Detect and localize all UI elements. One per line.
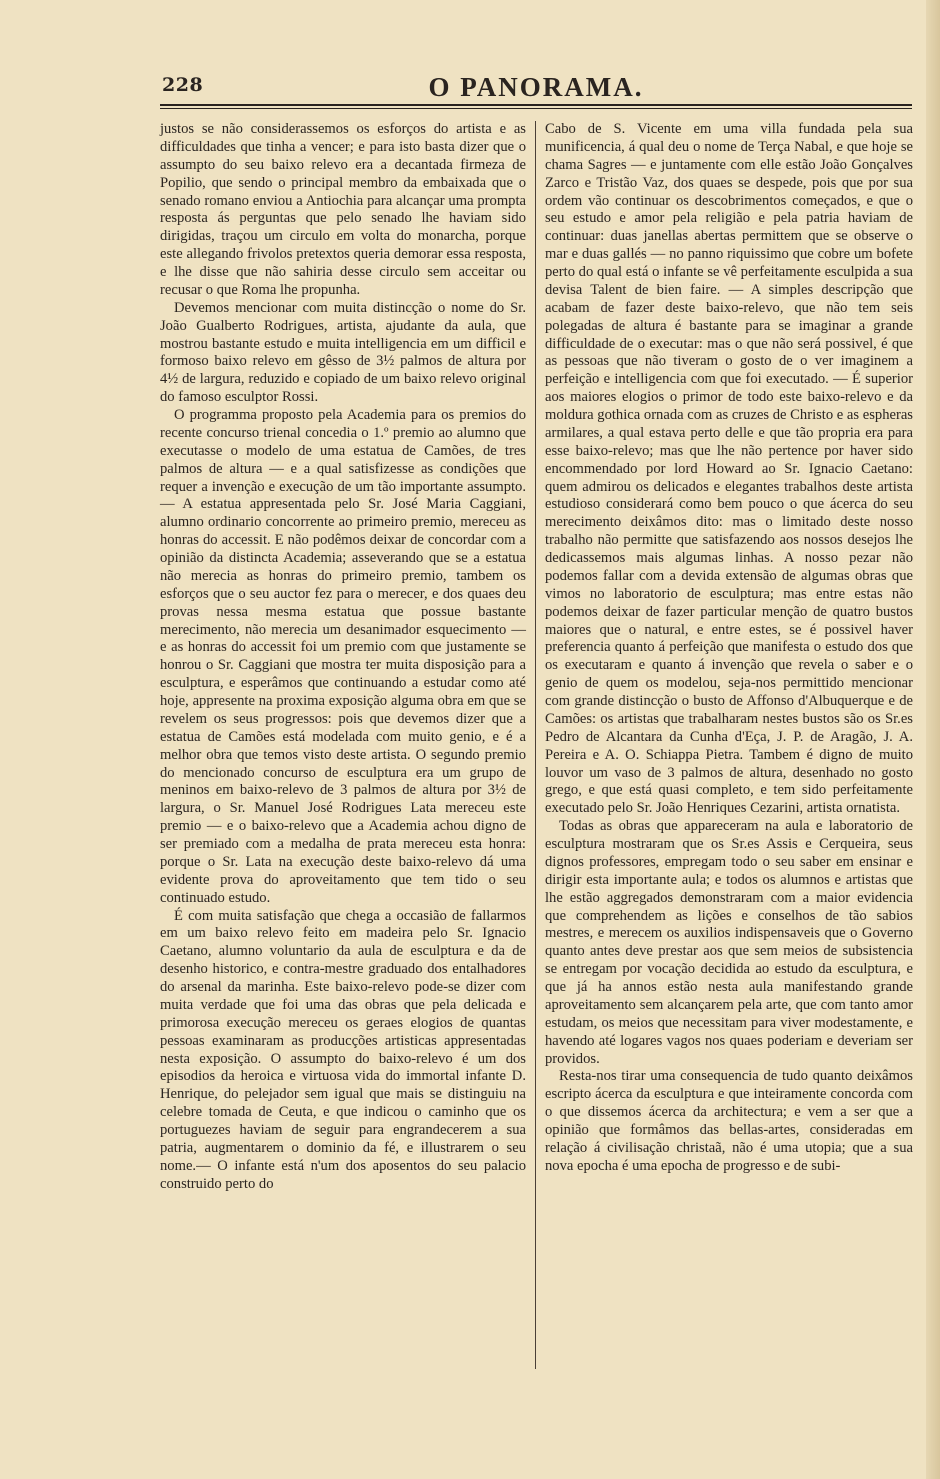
paragraph: Devemos mencionar com muita distincção o nome do Sr. João Gualberto Rodrigues, artista, ajudante da aula, que mostrou bastante estudo e muita intelligencia em um difficil e formoso baixo relevo em gêsso de 3½ palmos de altura por 4½ de largura, reduzido e copiado de um baixo relevo original do famoso esculptor Rossi. xyxy=(160,299,526,406)
page-header xyxy=(160,74,912,104)
page-number: 228 xyxy=(162,74,204,96)
paragraph: O programma proposto pela Academia para os premios do recente concurso trienal concedia o 1.º premio ao alumno que executasse o modelo de uma estatua de Camões, de tres palmos de altura — e a qual satisfizesse as condições que requer a invenção e execução de um tão importante assumpto. — A estatua appresentada pelo Sr. José Maria Caggiani, alumno ordinario concorrente ao primeiro premio, mereceu as honras do accessit. E não podêmos deixar de concordar com a opinião da distincta Academia; asseverando que se a estatua não merecia as honras do primeiro premio, tambem os esforços que o seu auctor fez para o merecer, e dos quaes deu provas nessa mesma estatua que possue bastante merecimento, não merecia um desanimador esquecimento — e as honras do accessit foi um premio com que justamente se honrou o Sr. Caggiani que mostra ter muita disposição para a esculptura, e esperâmos que continuando a estudar como até hoje, appresente na proxima exposição alguma obra em que se revelem os seus progressos: pois que devemos dizer que a estatua de Camões está modelada com muito genio, e é a melhor obra que temos visto deste artista. O segundo premio do mencionado concurso de esculptura era um grupo de meninos em baixo-relevo de 3 palmos de altura por 3½ de largura, o Sr. Manuel José Rodrigues Lata mereceu este premio — e o baixo-relevo que a Academia achou digno de ser premiado com a medalha de prata mereceu esta honra: porque o Sr. Lata na execução deste baixo-relevo dá uma evidente prova do aproveitamento que tem tido o seu continuado estudo. xyxy=(160,407,526,906)
page-edge xyxy=(926,0,940,1479)
paragraph: Resta-nos tirar uma consequencia de tudo quanto deixâmos escripto ácerca da esculptura e que inteiramente concorda com o que dissemos ácerca da architectura; e vem a ser que a opinião que formâmos das bellas-artes, consideradas em relação á civilisação christaã, não é uma utopia; que a sua nova epocha é uma epocha de progresso e de subi- xyxy=(545,1068,913,1174)
paragraph: Cabo de S. Vicente em uma villa fundada pela sua munificencia, á qual deu o nome de Terça Nabal, e que hoje se chama Sagres — e juntamente com elle estão João Gonçalves Zarco e Tristão Vaz, dos quaes se despede, pois que por sua ordem vão continuar os descobrimentos começados, e que o seu estudo e amor pela religião e pela patria haviam de continuar: duas janellas abertas permittem que se observe o mar e duas gallés — no panno riquissimo que cobre um bofete perto do qual está o infante se vê perfeitamente esculpida a sua devisa Talent de bien faire. — A simples descripção que acabam de fazer deste baixo-relevo, que não tem seis polegadas de altura é bastante para se imaginar a grande difficuldade de o executar: mas o que não será possivel, é que as pessoas que não tiveram o gosto de o ver imaginem a perfeição e intelligencia com que foi executado. — É superior aos maiores elogios o primor de todo este baixo-relevo e da moldura gothica ornada com as cruzes de Christo e as espheras armilares, a qual estava perto delle e que tão propria era para esse baixo-relevo; mas que lhe não pertence por haver sido encommendado por lord Howard ao Sr. Ignacio Caetano: quem admirou os delicados e elegantes trabalhos deste artista estudioso considerará como bem pouco o que ácerca do seu merecimento deixâmos dito: mas o limitado deste nosso trabalho não permitte que satisfazendo aos nossos desejos lhe dedicassemos mais algumas linhas. A nosso pezar não podemos fallar com a devida extensão de algumas obras que vimos no laboratorio de esculptura; mas entre estas não podemos deixar de fazer particular menção de quatro bustos maiores que o natural, e entre estes, se é possivel haver preferencia quanto á perfeição que manifesta o estudo dos que os executaram e quanto á invenção que revela o saber e o genio de quem os modelou, seja-nos permittido mencionar com grande distincção o busto de Affonso d'Albuquerque e de Camões: os artistas que trabalharam nestes bustos são os Sr.es Pedro de Alcantara da Cunha d'Eça, J. P. de Aragão, J. A. Pereira e A. O. Schiappa Pietra. Tambem é digno de muito louvor um vaso de 3 palmos de altura, desenhado no gosto grego, e que está quasi completo, e tem sido perfeitamente executado pelo Sr. João Henriques Cezarini, artista ornatista. xyxy=(545,121,913,817)
paragraph: justos se não considerassemos os esforços do artista e as difficuldades que tinha a vencer; e para isto basta dizer que o assumpto do seu baixo relevo era a decantada firmeza de Popilio, que sendo o principal membro da embaixada que o senado romano enviou a Antiochia para alcançar uma prompta resposta ás perguntas que pelo senado lhe haviam sido dirigidas, traçou um circulo em volta do monarcha, porque este allegando frivolos pretextos queria demorar essa resposta, e lhe disse que não sahiria desse circulo sem acceitar ou recusar o que Roma lhe propunha. xyxy=(160,121,526,298)
column-divider xyxy=(535,121,536,1369)
journal-title: O PANORAMA. xyxy=(428,72,644,102)
left-column xyxy=(160,121,526,1194)
paragraph: É com muita satisfação que chega a occasião de fallarmos em um baixo relevo feito em madeira pelo Sr. Ignacio Caetano, alumno voluntario da aula de esculptura e da de desenho historico, e contra-mestre graduado dos entalhadores do arsenal da marinha. Este baixo-relevo pode-se dizer com muita verdade que foi uma das obras que pela delicada e primorosa execução mereceu os geraes elogios de quantas pessoas examinaram as producções artisticas appresentadas nesta exposição. O assumpto do baixo-relevo é um dos episodios da heroica e virtuosa vida do immortal infante D. Henrique, do pelejador sem igual que mais se distinguiu na celebre tomada de Ceuta, e que indicou o caminho que os portuguezes haviam de seguir para engrandecerem a sua patria, augmentarem o dominio da fé, e illustrarem o seu nome.— O infante está n'um dos aposentos do seu palacio construido perto do xyxy=(160,907,526,1192)
paragraph: Todas as obras que appareceram na aula e laboratorio de esculptura mostraram que os Sr.es Assis e Cerqueira, seus dignos professores, empregam todo o seu saber em ensinar e dirigir esta importante aula; e todos os alumnos e artistas que lhe estão aggregados demonstraram com a maior evidencia que comprehendem as lições e conselhos de tão sabios mestres, e merecem os auxilios indispensaveis que o Governo quanto antes deve prestar aos que sem meios de subsistencia se entregam por vocação decidida ao estudo da esculptura, e que já ha annos estão nesta aula manifestando grande aproveitamento sem alcançarem pela arte, que com tanto amor estudam, os meios que necessitam para viver modestamente, e havendo até logares vagos nos quaes poderiam e deveriam ser providos. xyxy=(545,818,913,1067)
header-rule xyxy=(160,104,912,109)
right-column xyxy=(545,121,913,1176)
